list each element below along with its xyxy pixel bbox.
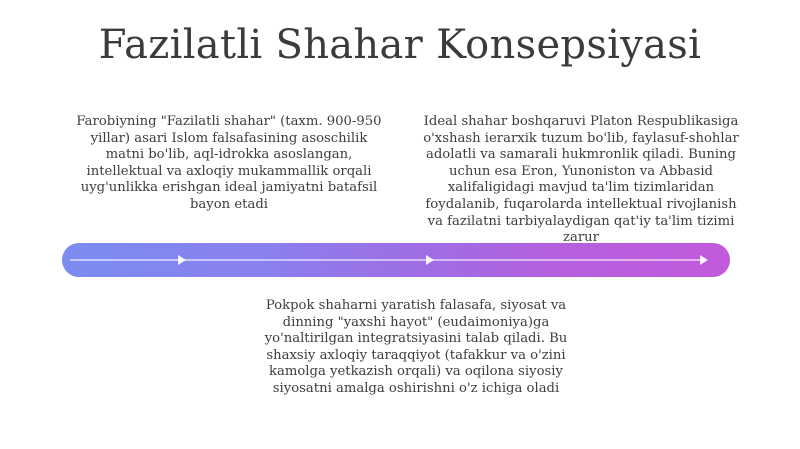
slide-title: Fazilatli Shahar Konsepsiyasi [98,22,702,68]
arrow-head-icon [178,255,186,265]
timeline-text-left: Farobiyning "Fazilatli shahar" (taxm. 900-950 yillar) asari Islom falsafasining asoschilik matni bo'lib, aql-idrokka asoslangan, intellektual va axloqiy mukammallik orqali uyg'unlikka erishgan ideal jamiyatni batafsil bayon etadi [76,114,382,212]
arrow-head-icon [426,255,434,265]
timeline-arrow-line [70,259,706,261]
timeline-text-right: Ideal shahar boshqaruvi Platon Respublikasiga o'xshash ierarxik tuzum bo'lib, faylasuf-shohlar adolatli va samarali hukmronlik qiladi. Buning uchun esa Eron, Yunoniston va Abbasid xalifaligidagi mavjud ta'lim tizimlaridan foydalanib, fuqarolarda intellektual rivojlanish va fazilatni tarbiyalaydigan qat'iy ta'lim tizimi zarur [423,114,739,246]
timeline-text-bottom: Pokpok shaharni yaratish falasafa, siyosat va dinning "yaxshi hayot" (eudaimoniya)ga yo'naltirilgan integratsiyasini talab qiladi. Bu shaxsiy axloqiy taraqqiyot (tafakkur va o'zini kamolga yetkazish orqali) va oqilona siyosiy siyosatni amalga oshirishni o'z ichiga oladi [264,298,568,396]
arrow-head-icon [700,255,708,265]
